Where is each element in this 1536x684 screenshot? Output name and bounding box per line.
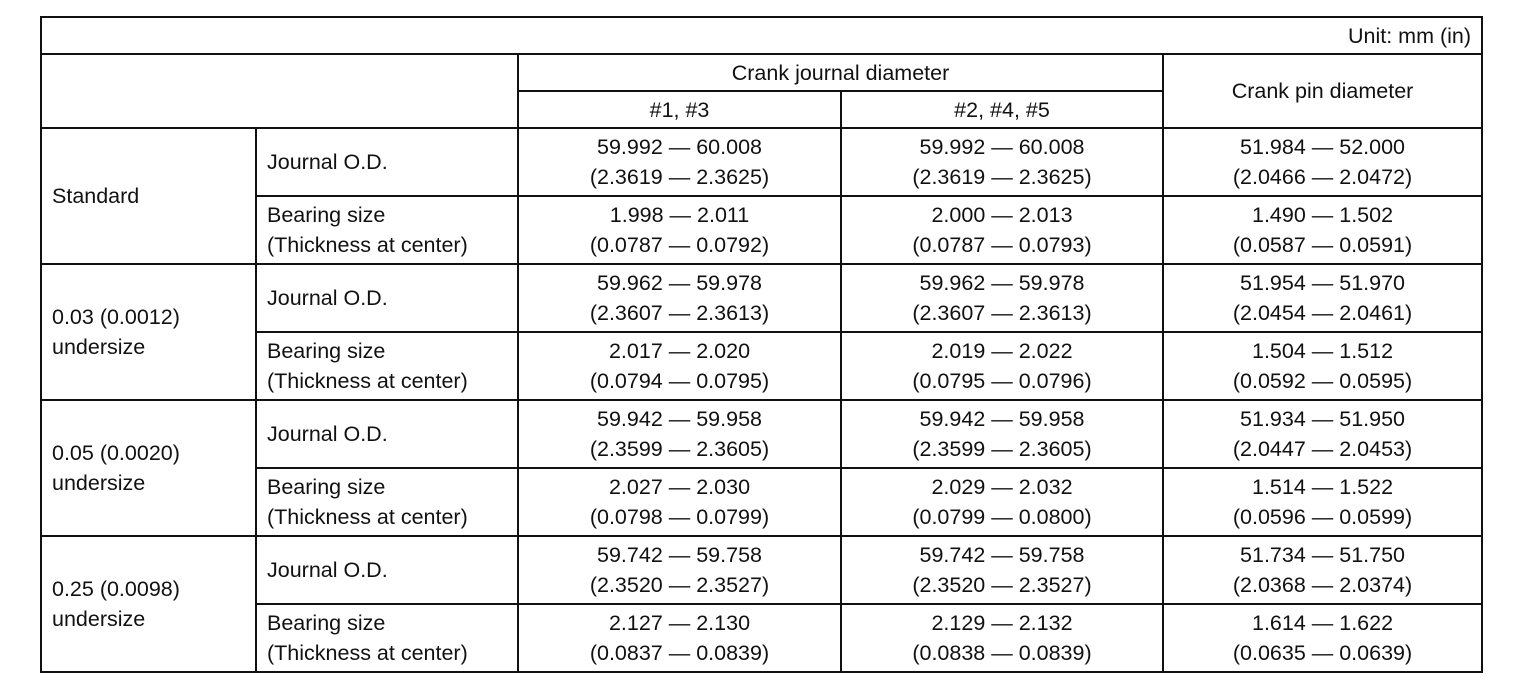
measurement-type xyxy=(256,128,518,196)
table-row xyxy=(41,604,1482,672)
journal-2-4-5-value-line: (2.3619 — 2.3625) xyxy=(912,165,1092,189)
crank-pin-value-line: 1.490 — 1.502 xyxy=(1251,203,1394,227)
crank-pin-value-line: (2.0466 — 2.0472) xyxy=(1232,165,1413,189)
crank-pin-value-line: 1.504 — 1.512 xyxy=(1251,339,1394,363)
journal-1-3-value xyxy=(518,128,841,196)
measurement-type-line: Journal O.D. xyxy=(267,558,388,582)
journal-1-3-value xyxy=(518,604,841,672)
journal-2-4-5-value-line: (2.3520 — 2.3527) xyxy=(912,573,1092,597)
journal-1-3-value-line: (0.0798 — 0.0799) xyxy=(589,505,770,529)
journal-1-3-value xyxy=(518,264,841,332)
undersize-label xyxy=(41,400,256,536)
crank-pin-value-line: 51.954 — 51.970 xyxy=(1240,271,1405,295)
crank-pin-value-line: 1.514 — 1.522 xyxy=(1251,475,1394,499)
journal-1-3-value xyxy=(518,332,841,400)
journal-2-4-5-value xyxy=(841,400,1163,468)
unit-row xyxy=(41,17,1482,54)
journal-2-4-5-value xyxy=(841,332,1163,400)
table-row xyxy=(41,128,1482,196)
crank-pin-value-line: 51.734 — 51.750 xyxy=(1240,543,1405,567)
crank-pin-value-line: (0.0592 — 0.0595) xyxy=(1232,369,1413,393)
measurement-type-line: Bearing size xyxy=(267,339,386,363)
header-journal-2-4-5: #2, #4, #5 xyxy=(841,91,1163,128)
journal-1-3-value xyxy=(518,400,841,468)
journal-1-3-value xyxy=(518,536,841,604)
measurement-type-line: Journal O.D. xyxy=(267,422,388,446)
measurement-type xyxy=(256,196,518,264)
journal-2-4-5-value-line: 2.129 — 2.132 xyxy=(931,611,1073,635)
journal-2-4-5-value-line: (0.0787 — 0.0793) xyxy=(912,233,1092,257)
journal-1-3-value-line: (2.3520 — 2.3527) xyxy=(589,573,770,597)
crank-pin-value xyxy=(1163,264,1482,332)
crank-diameter-spec-table xyxy=(40,16,1483,673)
journal-1-3-value-line: (2.3599 — 2.3605) xyxy=(589,437,770,461)
measurement-type xyxy=(256,264,518,332)
crank-pin-value-line: (0.0596 — 0.0599) xyxy=(1232,505,1413,529)
measurement-type-line: (Thickness at center) xyxy=(267,641,468,665)
header-journal-1-3: #1, #3 xyxy=(518,91,841,128)
journal-2-4-5-value xyxy=(841,604,1163,672)
journal-1-3-value-line: 59.742 — 59.758 xyxy=(597,543,762,567)
journal-1-3-value-line: 2.127 — 2.130 xyxy=(608,611,751,635)
journal-2-4-5-value-line: (0.0795 — 0.0796) xyxy=(912,369,1092,393)
journal-2-4-5-value-line: (0.0838 — 0.0839) xyxy=(912,641,1092,665)
measurement-type xyxy=(256,468,518,536)
crank-pin-value xyxy=(1163,332,1482,400)
measurement-type xyxy=(256,400,518,468)
measurement-type xyxy=(256,536,518,604)
journal-2-4-5-value-line: 59.942 — 59.958 xyxy=(919,407,1085,431)
measurement-type-line: (Thickness at center) xyxy=(267,505,468,529)
journal-2-4-5-value xyxy=(841,196,1163,264)
crank-pin-value-line: 1.614 — 1.622 xyxy=(1251,611,1394,635)
undersize-label-line: undersize xyxy=(52,335,146,359)
undersize-label xyxy=(41,264,256,400)
measurement-type xyxy=(256,332,518,400)
header-crank-journal-diameter: Crank journal diameter xyxy=(518,54,1163,91)
table-row xyxy=(41,332,1482,400)
journal-2-4-5-value-line: 59.962 — 59.978 xyxy=(919,271,1085,295)
measurement-type-line: (Thickness at center) xyxy=(267,233,468,257)
journal-1-3-value xyxy=(518,468,841,536)
unit-label: Unit: mm (in) xyxy=(41,17,1482,54)
crank-pin-value xyxy=(1163,400,1482,468)
undersize-label-line: 0.05 (0.0020) xyxy=(52,441,180,465)
measurement-type-line: Bearing size xyxy=(267,611,386,635)
undersize-label xyxy=(41,128,256,264)
crank-pin-value xyxy=(1163,196,1482,264)
table-row xyxy=(41,400,1482,468)
header-crank-pin-diameter: Crank pin diameter xyxy=(1163,54,1482,128)
journal-1-3-value-line: 2.027 — 2.030 xyxy=(608,475,751,499)
undersize-label-line: 0.03 (0.0012) xyxy=(52,305,180,329)
journal-2-4-5-value-line: (2.3599 — 2.3605) xyxy=(912,437,1092,461)
journal-1-3-value-line: 2.017 — 2.020 xyxy=(608,339,751,363)
journal-2-4-5-value xyxy=(841,536,1163,604)
crank-pin-value-line: (2.0368 — 2.0374) xyxy=(1232,573,1413,597)
journal-2-4-5-value-line: (2.3607 — 2.3613) xyxy=(912,301,1092,325)
journal-2-4-5-value-line: 2.000 — 2.013 xyxy=(931,203,1073,227)
crank-pin-value xyxy=(1163,128,1482,196)
journal-2-4-5-value xyxy=(841,468,1163,536)
spec-table-body xyxy=(41,17,1482,672)
table-row xyxy=(41,468,1482,536)
table-row xyxy=(41,196,1482,264)
journal-2-4-5-value-line: 59.742 — 59.758 xyxy=(919,543,1085,567)
journal-2-4-5-value-line: 59.992 — 60.008 xyxy=(919,135,1085,159)
measurement-type xyxy=(256,604,518,672)
journal-1-3-value xyxy=(518,196,841,264)
measurement-type-line: Journal O.D. xyxy=(267,286,388,310)
measurement-type-line: (Thickness at center) xyxy=(267,369,468,393)
journal-1-3-value-line: (0.0787 — 0.0792) xyxy=(589,233,770,257)
undersize-label-line: Standard xyxy=(52,184,140,208)
journal-1-3-value-line: 59.962 — 59.978 xyxy=(597,271,762,295)
journal-1-3-value-line: (2.3607 — 2.3613) xyxy=(589,301,770,325)
journal-2-4-5-value-line: 2.029 — 2.032 xyxy=(931,475,1073,499)
crank-pin-value-line: (2.0454 — 2.0461) xyxy=(1232,301,1413,325)
crank-pin-value xyxy=(1163,468,1482,536)
journal-1-3-value-line: 59.942 — 59.958 xyxy=(597,407,762,431)
undersize-label-line: undersize xyxy=(52,471,146,495)
journal-2-4-5-value xyxy=(841,264,1163,332)
journal-1-3-value-line: (0.0837 — 0.0839) xyxy=(589,641,770,665)
measurement-type-line: Bearing size xyxy=(267,203,386,227)
journal-1-3-value-line: (2.3619 — 2.3625) xyxy=(589,165,770,189)
crank-pin-value xyxy=(1163,604,1482,672)
undersize-label-line: undersize xyxy=(52,607,146,631)
header-blank-cell xyxy=(41,54,518,128)
table-row xyxy=(41,536,1482,604)
journal-2-4-5-value-line: 2.019 — 2.022 xyxy=(931,339,1073,363)
crank-pin-value xyxy=(1163,536,1482,604)
journal-2-4-5-value-line: (0.0799 — 0.0800) xyxy=(912,505,1092,529)
crank-pin-value-line: 51.934 — 51.950 xyxy=(1240,407,1405,431)
table-row xyxy=(41,264,1482,332)
crank-pin-value-line: (0.0587 — 0.0591) xyxy=(1232,233,1413,257)
undersize-label-line: 0.25 (0.0098) xyxy=(52,577,180,601)
undersize-label xyxy=(41,536,256,672)
crank-pin-value-line: (0.0635 — 0.0639) xyxy=(1232,641,1413,665)
crank-pin-value-line: (2.0447 — 2.0453) xyxy=(1232,437,1413,461)
journal-2-4-5-value xyxy=(841,128,1163,196)
journal-1-3-value-line: 1.998 — 2.011 xyxy=(609,203,750,227)
journal-1-3-value-line: (0.0794 — 0.0795) xyxy=(589,369,770,393)
header-row-1 xyxy=(41,54,1482,91)
journal-1-3-value-line: 59.992 — 60.008 xyxy=(597,135,762,159)
crank-pin-value-line: 51.984 — 52.000 xyxy=(1240,135,1405,159)
measurement-type-line: Journal O.D. xyxy=(267,150,388,174)
measurement-type-line: Bearing size xyxy=(267,475,386,499)
